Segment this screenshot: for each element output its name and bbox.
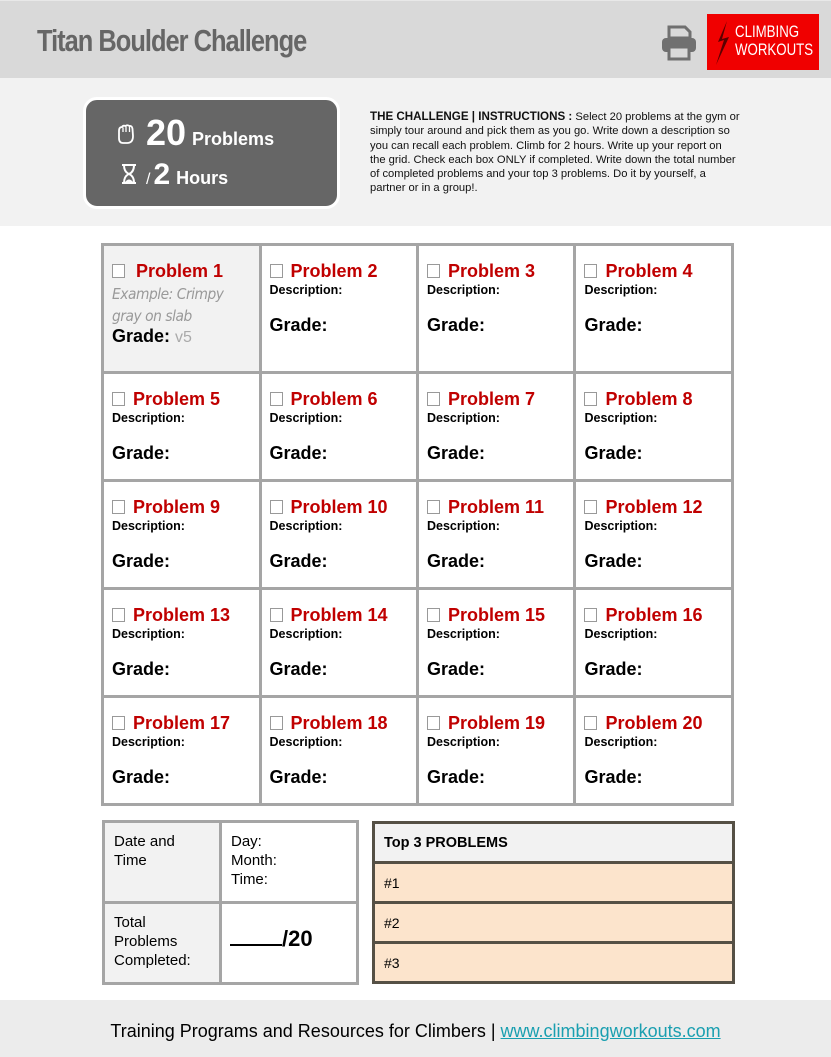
- problem-cell[interactable]: [575, 373, 733, 481]
- grade-label: Grade:: [427, 551, 486, 571]
- completed-checkbox[interactable]: [270, 392, 283, 406]
- grade-label: Grade:: [112, 659, 171, 679]
- completed-checkbox[interactable]: [584, 392, 597, 406]
- problem-name: Problem 20: [605, 712, 703, 733]
- description-label: Description:: [427, 411, 500, 425]
- completed-checkbox[interactable]: [270, 500, 283, 514]
- problem-grid: [101, 243, 734, 806]
- top3-item-2[interactable]: #2: [374, 903, 734, 943]
- grade-label: Grade:: [112, 326, 171, 346]
- completed-checkbox[interactable]: [427, 264, 440, 278]
- description-label: Description:: [112, 735, 185, 749]
- problem-cell[interactable]: [418, 697, 575, 805]
- problem-name: Problem 13: [133, 604, 231, 625]
- date-time-label: Date and Time: [104, 822, 221, 903]
- description-label: Description:: [584, 519, 658, 533]
- footer-link[interactable]: www.climbingworkouts.com: [500, 1021, 721, 1041]
- grade-label: Grade:: [584, 551, 643, 571]
- grid-row: [103, 373, 733, 481]
- description-label: Description:: [269, 627, 343, 641]
- completed-checkbox[interactable]: [584, 716, 597, 730]
- grade-label: Grade:: [269, 551, 328, 571]
- problem-cell[interactable]: [575, 481, 733, 589]
- description-label: Description:: [427, 283, 500, 297]
- problem-cell[interactable]: [260, 589, 417, 697]
- description-label: Description:: [427, 735, 500, 749]
- description-label: Description:: [269, 519, 343, 533]
- logo-line-1: CLIMBING: [735, 22, 800, 41]
- problem-cell[interactable]: [103, 481, 261, 589]
- fist-icon: [116, 123, 136, 145]
- page-title: Titan Boulder Challenge: [37, 23, 307, 58]
- problem-cell[interactable]: [103, 589, 261, 697]
- total-suffix: /20: [282, 926, 313, 951]
- hours-label: Hours: [176, 168, 229, 188]
- completed-checkbox[interactable]: [270, 264, 283, 278]
- problem-cell[interactable]: [575, 697, 733, 805]
- completed-checkbox[interactable]: [270, 716, 283, 730]
- session-summary: [102, 820, 359, 985]
- grade-label: Grade:: [584, 443, 643, 463]
- problem-name: Problem 19: [448, 712, 546, 733]
- footer: [0, 1000, 831, 1057]
- problem-name: Problem 1: [136, 260, 224, 281]
- grade-label: Grade:: [584, 767, 643, 787]
- description-label: Description:: [584, 283, 658, 297]
- problem-name: Problem 11: [448, 496, 545, 517]
- grade-label: Grade:: [427, 767, 486, 787]
- problem-name: Problem 10: [290, 496, 388, 517]
- logo-line-2: WORKOUTS: [735, 40, 814, 59]
- description-label: Description:: [427, 519, 500, 533]
- grade-label: Grade:: [269, 659, 328, 679]
- top3-item-1[interactable]: #1: [374, 863, 734, 903]
- completed-checkbox[interactable]: [112, 608, 125, 622]
- printer-icon[interactable]: [660, 25, 698, 61]
- problem-name: Problem 8: [605, 388, 693, 409]
- instructions-body: Select 20 problems at the gym or simply tour around and pick them as you go. Write down a description so you can recall each problem. Climb for 2 hours. Write up your report on the grid. Check each box ONLY if completed. Write down the total number of completed problems and your top 3 problems. Do it by yourself, a partner or in a group!.: [370, 111, 740, 195]
- completed-checkbox[interactable]: [112, 500, 125, 514]
- problem-name: Problem 7: [448, 388, 536, 409]
- problem-cell[interactable]: [103, 373, 261, 481]
- problem-cell[interactable]: [260, 481, 417, 589]
- time-field[interactable]: Time:: [231, 871, 268, 888]
- completed-checkbox[interactable]: [112, 264, 125, 278]
- description-label: Description:: [269, 411, 343, 425]
- grade-label: Grade:: [112, 551, 171, 571]
- problem-name: Problem 3: [448, 260, 536, 281]
- grade-label: Grade:: [427, 443, 486, 463]
- completed-checkbox[interactable]: [584, 264, 597, 278]
- description-label: Description:: [269, 735, 343, 749]
- problem-name: Problem 14: [290, 604, 388, 625]
- completed-checkbox[interactable]: [427, 392, 440, 406]
- grid-row: [103, 697, 733, 805]
- grid-row: [103, 245, 733, 373]
- problem-name: Problem 15: [448, 604, 546, 625]
- problem-cell[interactable]: [418, 589, 575, 697]
- problem-name: Problem 2: [290, 260, 378, 281]
- description-label: Description:: [112, 411, 185, 425]
- description-label: Description:: [584, 411, 658, 425]
- hourglass-icon: [120, 164, 138, 184]
- completed-checkbox[interactable]: [270, 608, 283, 622]
- description-label: Description:: [427, 627, 500, 641]
- problem-name: Problem 6: [290, 388, 378, 409]
- problem-name: Problem 17: [133, 712, 231, 733]
- problem-cell[interactable]: [103, 697, 261, 805]
- problem-cell-example: [103, 245, 261, 373]
- top3-heading: Top 3 PROBLEMS: [374, 823, 734, 863]
- climbing-workouts-logo[interactable]: [707, 14, 819, 70]
- grid-row: [103, 589, 733, 697]
- problem-name: Problem 5: [133, 388, 221, 409]
- hours-count: 2: [153, 158, 171, 191]
- month-field[interactable]: Month:: [231, 852, 277, 869]
- total-completed-field[interactable]: [221, 903, 358, 984]
- grade-label: Grade:: [269, 443, 328, 463]
- total-completed-label: Total Problems Completed:: [104, 903, 221, 984]
- problem-cell[interactable]: [418, 481, 575, 589]
- description-label: Description:: [112, 519, 185, 533]
- completed-checkbox[interactable]: [584, 608, 597, 622]
- description-label: Description:: [584, 735, 658, 749]
- completed-checkbox[interactable]: [112, 716, 125, 730]
- date-time-fields[interactable]: [221, 822, 358, 903]
- grade-label: Grade:: [584, 659, 643, 679]
- day-field[interactable]: Day:: [231, 833, 262, 850]
- problem-cell[interactable]: [418, 373, 575, 481]
- example-description: Example: Crimpy gray on slab: [112, 285, 224, 325]
- grade-label: Grade:: [427, 659, 486, 679]
- grade-value: v5: [175, 329, 192, 346]
- challenge-badge: [83, 97, 340, 209]
- problem-cell[interactable]: [260, 697, 417, 805]
- problem-name: Problem 12: [605, 496, 703, 517]
- hours-slash: /: [146, 171, 151, 188]
- completed-checkbox[interactable]: [427, 500, 440, 514]
- problems-label: Problems: [192, 129, 275, 149]
- instructions: [370, 110, 740, 196]
- problem-cell[interactable]: [260, 373, 417, 481]
- grade-label: Grade:: [112, 443, 171, 463]
- problem-cell[interactable]: [575, 589, 733, 697]
- problem-name: Problem 18: [290, 712, 388, 733]
- problem-cell[interactable]: [418, 245, 575, 373]
- grade-label: Grade:: [584, 315, 643, 335]
- description-label: Description:: [584, 627, 658, 641]
- description-label: Description:: [269, 283, 343, 297]
- completed-checkbox[interactable]: [427, 608, 440, 622]
- footer-text: Training Programs and Resources for Climbers |: [110, 1021, 501, 1041]
- problem-name: Problem 16: [605, 604, 703, 625]
- lightning-bolt-icon: [713, 20, 733, 66]
- grid-row: [103, 481, 733, 589]
- completed-checkbox[interactable]: [112, 392, 125, 406]
- grade-label: Grade:: [112, 767, 171, 787]
- grade-label: Grade:: [427, 315, 486, 335]
- grade-label: Grade:: [269, 315, 328, 335]
- top3-item-3[interactable]: #3: [374, 943, 734, 983]
- top3-problems: [372, 821, 735, 984]
- instructions-heading: THE CHALLENGE | INSTRUCTIONS :: [370, 110, 573, 123]
- problem-cell[interactable]: [260, 245, 417, 373]
- completed-checkbox[interactable]: [427, 716, 440, 730]
- header: [0, 0, 831, 78]
- grade-label: Grade:: [269, 767, 328, 787]
- problems-count: 20: [146, 112, 187, 153]
- description-label: Description:: [112, 627, 185, 641]
- total-blank-line[interactable]: [230, 928, 282, 946]
- problem-name: Problem 9: [133, 496, 221, 517]
- problem-cell[interactable]: [575, 245, 733, 373]
- problem-name: Problem 4: [605, 260, 693, 281]
- completed-checkbox[interactable]: [584, 500, 597, 514]
